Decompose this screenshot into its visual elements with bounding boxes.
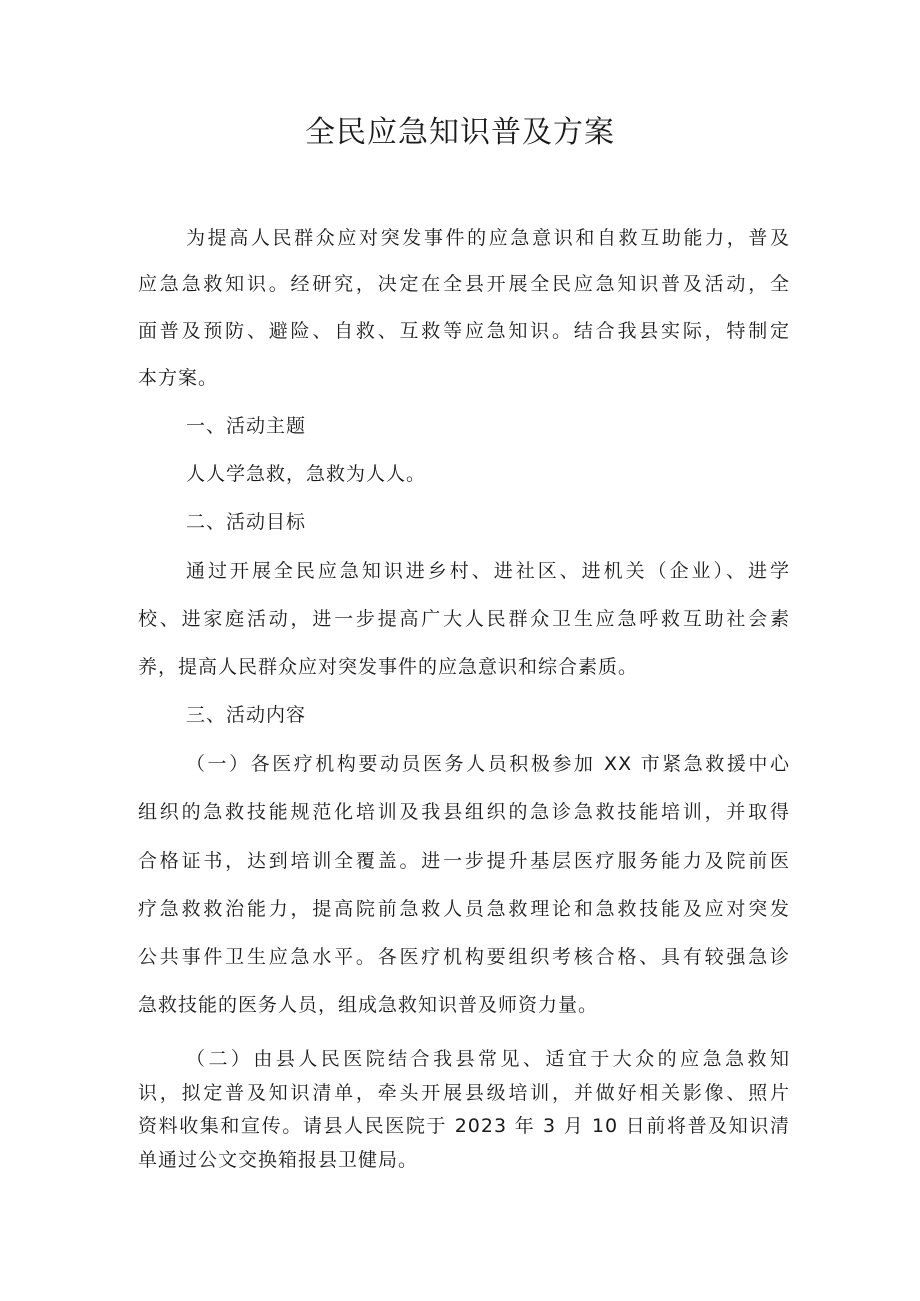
body-line: 疗急救救治能力，提高院前急救人员急救理论和急救技能及应对突发 bbox=[138, 898, 790, 920]
body-line: 养，提高人民群众应对突发事件的应急意识和综合素质。 bbox=[138, 656, 639, 678]
body-line: 资料收集和宣传。请县人民医院于 2023 年 3 月 10 日前将普及知识清 bbox=[138, 1115, 790, 1137]
body-line: （一）各医疗机构要动员医务人员积极参加 XX 市紧急救援中心 bbox=[186, 753, 790, 775]
body-line: 公共事件卫生应急水平。各医疗机构要组织考核合格、具有较强急诊 bbox=[138, 946, 790, 968]
body-line: 应急急救知识。经研究，决定在全县开展全民应急知识普及活动，全 bbox=[138, 273, 790, 295]
body-line: 本方案。 bbox=[138, 367, 219, 389]
section-heading-goal: 二、活动目标 bbox=[186, 511, 307, 533]
body-line: 人人学急救，急救为人人。 bbox=[186, 463, 427, 485]
body-line: 识，拟定普及知识清单，牵头开展县级培训，并做好相关影像、照片 bbox=[138, 1082, 790, 1104]
body-line: 通过开展全民应急知识进乡村、进社区、进机关（企业）、进学 bbox=[186, 560, 790, 582]
body-line: 组织的急救技能规范化培训及我县组织的急诊急救技能培训，并取得 bbox=[138, 801, 790, 823]
body-line: 校、进家庭活动，进一步提高广大人民群众卫生应急呼救互助社会素 bbox=[138, 608, 790, 630]
section-heading-content: 三、活动内容 bbox=[186, 704, 307, 726]
body-line: 面普及预防、避险、自救、互救等应急知识。结合我县实际，特制定 bbox=[138, 320, 790, 342]
section-heading-theme: 一、活动主题 bbox=[186, 415, 307, 437]
body-line: 为提高人民群众应对突发事件的应急意识和自救互助能力，普及 bbox=[186, 227, 790, 249]
body-line: 单通过公文交换箱报县卫健局。 bbox=[138, 1149, 419, 1171]
body-line: 合格证书，达到培训全覆盖。进一步提升基层医疗服务能力及院前医 bbox=[138, 850, 790, 872]
body-line: （二）由县人民医院结合我县常见、适宜于大众的应急急救知 bbox=[186, 1048, 790, 1070]
body-line: 急救技能的医务人员，组成急救知识普及师资力量。 bbox=[138, 994, 599, 1016]
document-title: 全民应急知识普及方案 bbox=[305, 115, 615, 150]
